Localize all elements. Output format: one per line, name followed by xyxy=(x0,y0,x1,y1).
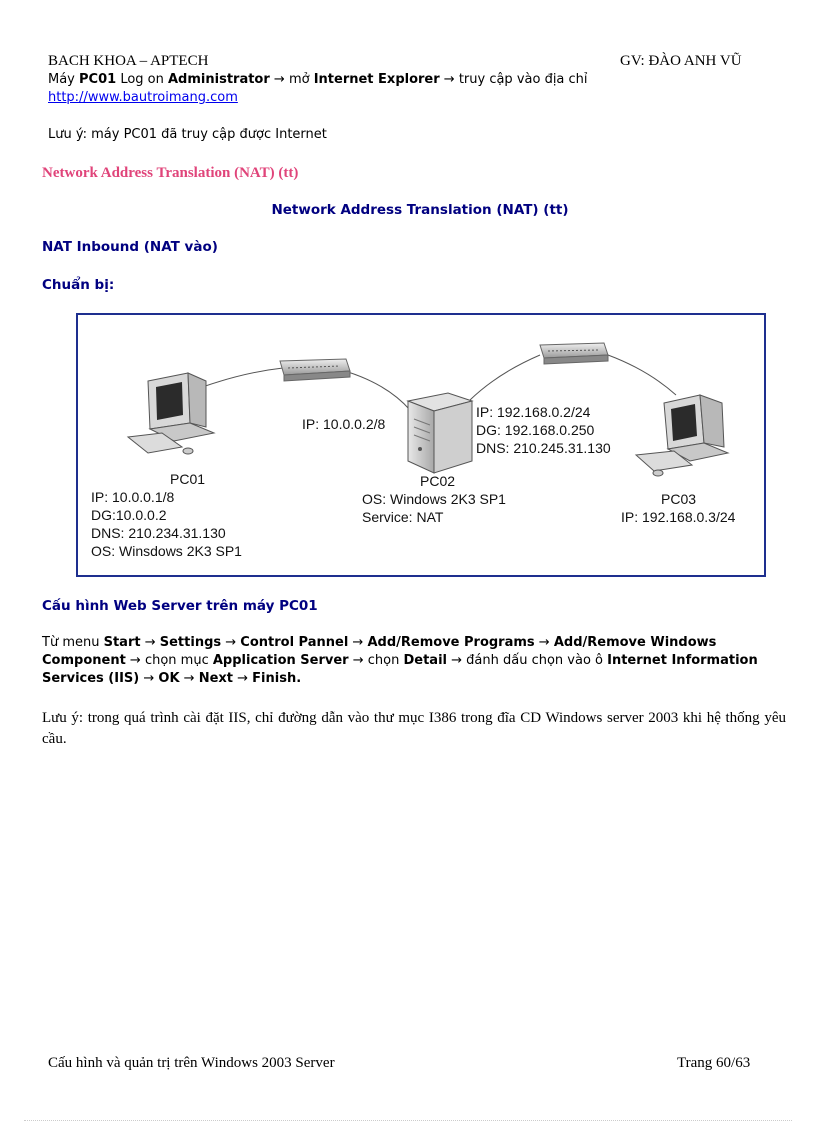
menu-ok: OK xyxy=(158,671,180,686)
internet-explorer-label: Internet Explorer xyxy=(313,72,440,87)
switch-1-icon xyxy=(280,359,350,381)
header-teacher: GV: ĐÀO ANH VŨ xyxy=(620,53,742,69)
note-internet: Lưu ý: máy PC01 đã truy cập được Internet xyxy=(48,127,327,142)
menu-start: Start xyxy=(103,635,141,650)
url-link[interactable]: http://www.bautroimang.com xyxy=(48,90,238,105)
pc02-server-icon xyxy=(408,393,472,473)
menu-application-server: Application Server xyxy=(212,653,349,668)
pc02-details: OS: Windows 2K3 SP1 Service: NAT xyxy=(362,491,506,525)
menu-control-panel: Control Pannel xyxy=(240,635,349,650)
footer-page-number: Trang 60/63 xyxy=(677,1055,751,1071)
section-title: Network Address Translation (NAT) (tt) xyxy=(42,165,299,181)
network-diagram xyxy=(76,313,766,577)
pc01-computer-icon xyxy=(128,373,214,454)
pc02-left-ip: IP: 10.0.0.2/8 xyxy=(302,416,386,432)
footer-title: Cấu hình và quản trị trên Windows 2003 Server xyxy=(48,1055,335,1071)
menu-settings: Settings xyxy=(159,635,222,650)
pc03-computer-icon xyxy=(636,395,728,476)
menu-next: Next xyxy=(198,671,233,686)
administrator-label: Administrator xyxy=(168,72,270,87)
pc02-name: PC02 xyxy=(420,473,456,489)
switch-2-icon xyxy=(540,343,608,364)
link-switch1-pc02 xyxy=(348,372,410,410)
footer-divider xyxy=(24,1120,792,1121)
menu-finish: Finish. xyxy=(252,671,302,686)
nat-inbound-heading: NAT Inbound (NAT vào) xyxy=(42,239,218,255)
menu-detail: Detail xyxy=(403,653,447,668)
header-school: BACH KHOA – APTECH xyxy=(48,53,209,69)
preparation-heading: Chuẩn bị: xyxy=(42,277,115,293)
menu-iis: Internet Information Services (IIS) xyxy=(42,653,758,686)
menu-instructions: Từ menu Start → Settings → Control Pannel → Add/Remove Programs → Add/Remove Windows Component → chọn mục Application Server → chọn Detail → đánh dấu chọn vào ô Internet Information Services (IIS) → OK → Next → Finish. xyxy=(42,635,758,686)
pc02-right-config: IP: 192.168.0.2/24 DG: 192.168.0.250 DNS: 210.245.31.130 xyxy=(476,404,611,456)
center-title: Network Address Translation (NAT) (tt) xyxy=(271,202,569,218)
step-instruction: Máy PC01 Log on Administrator → mở Internet Explorer → truy cập vào địa chỉ xyxy=(48,72,588,87)
menu-add-remove-windows-component: Add/Remove Windows Component xyxy=(42,635,717,668)
web-server-config-heading: Cấu hình Web Server trên máy PC01 xyxy=(42,598,318,614)
pc03-details: IP: 192.168.0.3/24 xyxy=(621,509,736,525)
note-iis-install: Lưu ý: trong quá trình cài đặt IIS, chỉ đường dẫn vào thư mục I386 trong đĩa CD Windows server 2003 khi hệ thống yêu cầu. xyxy=(42,710,786,747)
pc01-label: PC01 xyxy=(79,72,117,87)
link-switch2-pc03 xyxy=(608,355,676,395)
pc03-name: PC03 xyxy=(661,491,697,507)
link-pc02-switch2 xyxy=(470,355,540,400)
pc01-name: PC01 xyxy=(170,471,206,487)
pc01-details: IP: 10.0.0.1/8 DG:10.0.0.2 DNS: 210.234.31.130 OS: Winsdows 2K3 SP1 xyxy=(91,489,242,559)
menu-add-remove-programs: Add/Remove Programs xyxy=(367,635,535,650)
